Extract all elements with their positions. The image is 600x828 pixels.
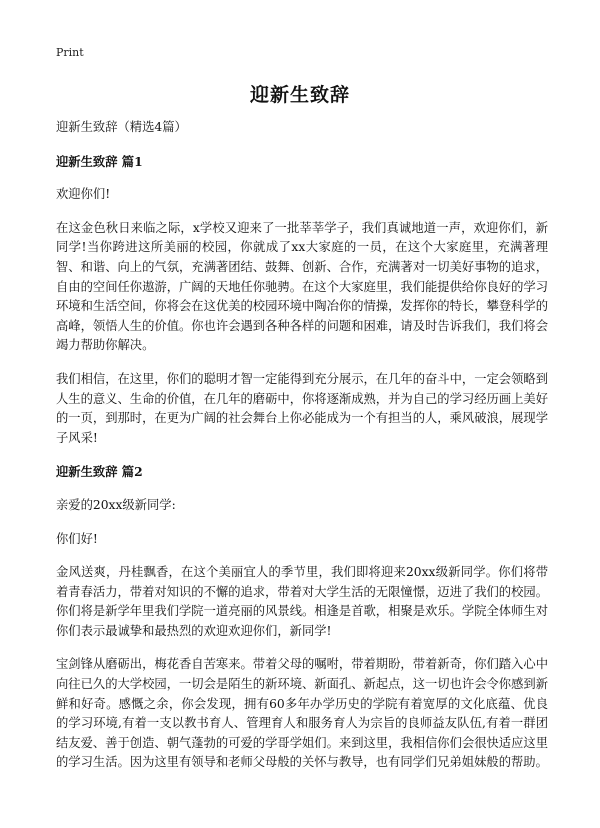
section-heading-number: 2 — [134, 464, 143, 480]
section-2-paragraph-1: 金风送爽，丹桂飘香，在这个美丽宜人的季节里，我们即将迎来20xx级新同学。你们将带着青春活力，带着对知识的不懈的追求，带着对大学生活的无限憧憬，迈进了我们的校园。你们将是新学年里我们学院一道亮丽的风景线。相逢是首歌，相聚是欢乐。学院全体师生对你们表示最诚挚和最热烈的欢迎欢迎你们，新同学! — [56, 565, 548, 638]
section-2-greeting: 亲爱的20xx级新同学: — [56, 497, 176, 512]
section-heading-number: 1 — [134, 153, 143, 169]
section-2-greeting-2: 你们好! — [56, 531, 98, 546]
section-heading-text: 迎新生致辞 篇 — [56, 153, 135, 169]
document-subtitle: 迎新生致辞（精选4篇） — [56, 120, 187, 134]
section-heading-2 — [56, 462, 548, 482]
section-heading-1 — [56, 152, 548, 172]
section-1-greeting: 欢迎你们! — [56, 187, 111, 202]
section-1-paragraph-2: 我们相信，在这里，你们的聪明才智一定能得到充分展示，在几年的奋斗中，一定会领略到人生的意义、生命的价值，在几年的磨砺中，你将逐渐成熟，并为自己的学习经历画上美好的一页，到那时，在更为广阔的社会舞台上你必能成为一个有担当的人，乘风破浪，展现学子风采! — [56, 371, 548, 445]
print-link[interactable]: Print — [56, 46, 84, 59]
section-1-paragraph-1: 在这金色秋日来临之际，x学校又迎来了一批莘莘学子，我们真诚地道一声，欢迎你们，新同学!当你跨进这所美丽的校园，你就成了xx大家庭的一员，在这个大家庭里，充满著理智、和谐、向上的气氛，充满著团结、鼓舞、创新、合作，充满著对一切美好事物的追求，自由的空间任你遨游，广阔的天地任你驰骋。在这个大家庭里，我们能提供给你良好的学习环境和生活空间，你将会在这优美的校园环境中陶冶你的情操，发挥你的特长，攀登科学的高峰，领悟人生的价值。你也许会遇到各种各样的问题和困难，请及时告诉我们，我们将会竭力帮助你解决。 — [56, 220, 548, 353]
document-title: 迎新生致辞 — [249, 84, 350, 106]
section-2-paragraph-2: 宝剑锋从磨砺出，梅花香自苦寒来。带着父母的嘱咐，带着期盼，带着新奇，你们踏入心中向往已久的大学校园，一切会是陌生的新环境、新面孔、新起点，这一切也许会令你感到新鲜和好奇。感慨之余，你会发现，拥有60多年办学历史的学院有着宽厚的文化底蕴、优良的学习环境,有着一支以教书育人、管理育人和服务育人为宗旨的良师益友队伍,有着一群团结友爱、善于创造、朝气蓬勃的可爱的学哥学姐们。来到这里，我相信你们会很快适应这里的学习生活。因为这里有领导和老师父母般的关怀与教导，也有同学们兄弟姐妹般的帮助。 — [56, 657, 548, 770]
section-heading-text: 迎新生致辞 篇 — [56, 464, 135, 480]
document-body — [56, 118, 548, 787]
